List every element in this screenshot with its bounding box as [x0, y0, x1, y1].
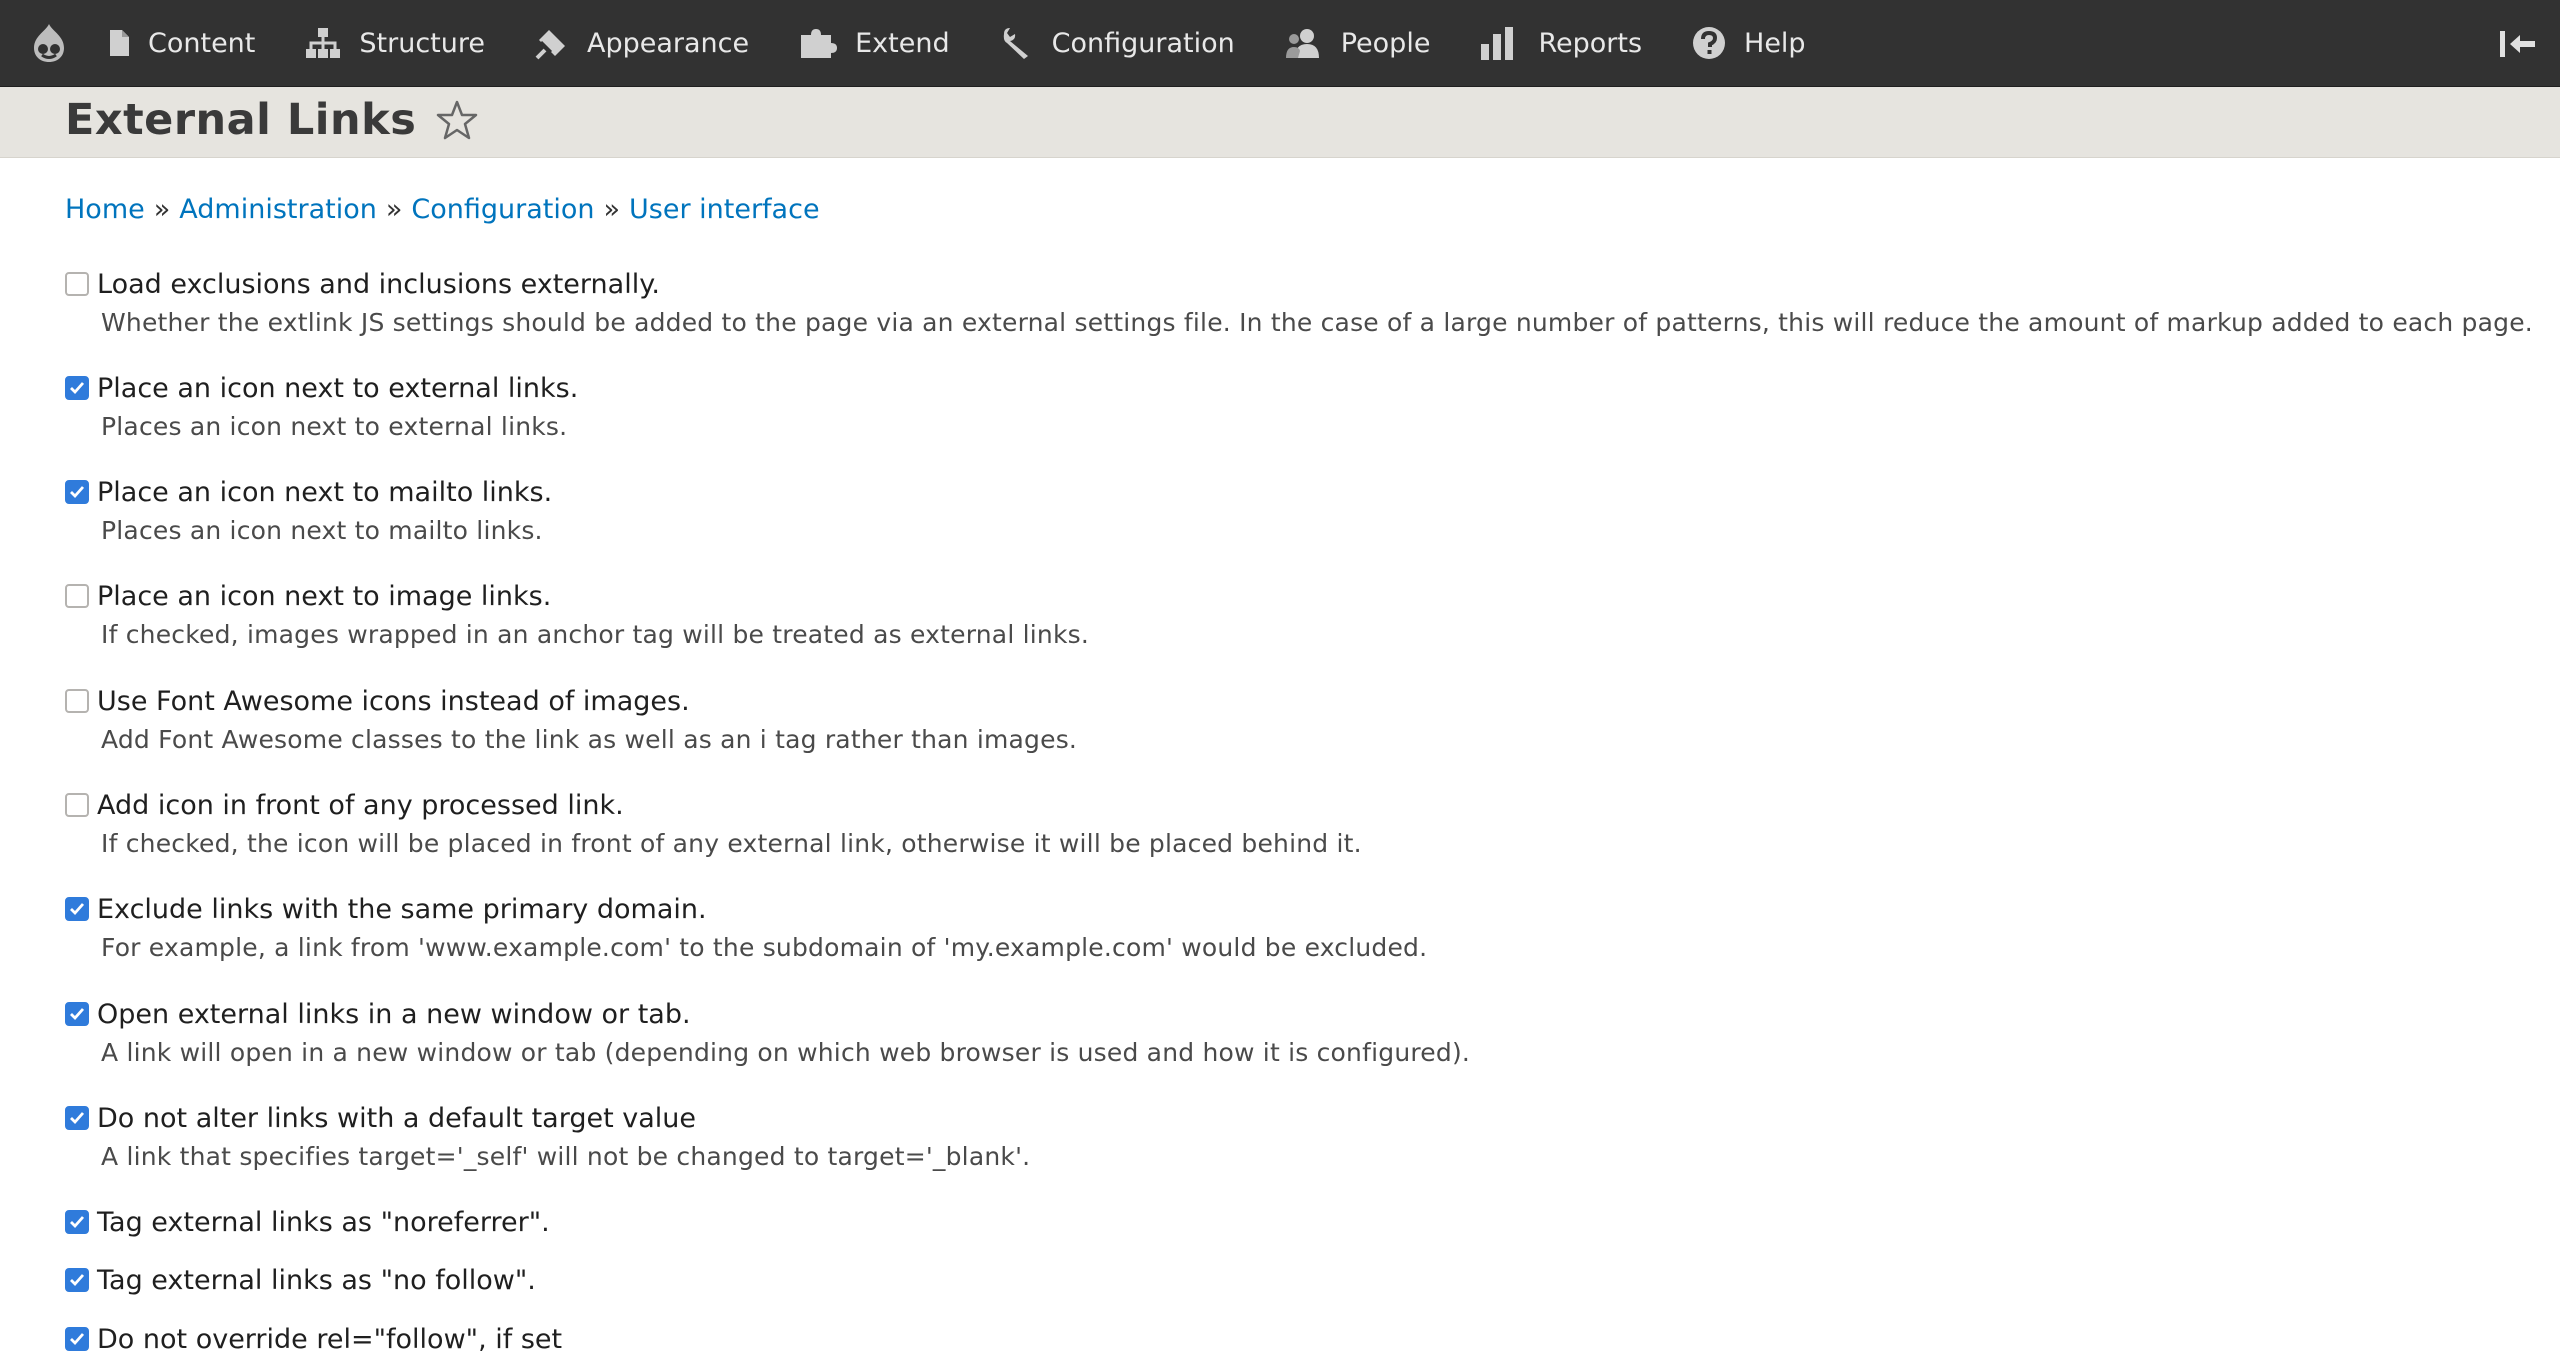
toolbar-help[interactable] — [1668, 0, 1832, 87]
checkbox-checked[interactable] — [65, 376, 89, 400]
toolbar-reports-label: Reports — [1538, 27, 1643, 59]
checkbox-checked[interactable] — [65, 1210, 89, 1234]
breadcrumb-separator: » — [153, 194, 171, 225]
checkbox-checked[interactable] — [65, 897, 89, 921]
sitemap-icon — [305, 27, 341, 59]
option-description: Places an icon next to external links. — [101, 412, 568, 441]
option-description: A link will open in a new window or tab (depending on which web browser is used and how it is configured). — [101, 1038, 1471, 1067]
page-header — [0, 87, 2560, 158]
settings-form — [65, 266, 2533, 1361]
toolbar-extend[interactable] — [775, 0, 976, 87]
option-label[interactable]: Load exclusions and inclusions externally. — [97, 268, 660, 300]
toolbar-content-label: Content — [148, 27, 256, 59]
breadcrumb-administration[interactable]: Administration — [179, 194, 377, 225]
breadcrumb-separator: » — [385, 194, 403, 225]
breadcrumb-home[interactable]: Home — [65, 194, 145, 225]
checkbox-unchecked[interactable] — [65, 584, 89, 608]
option-description: Places an icon next to mailto links. — [101, 516, 543, 545]
option-label[interactable]: Use Font Awesome icons instead of images. — [97, 685, 690, 717]
paint-brush-icon — [535, 26, 569, 60]
option-icon-in-front — [65, 787, 2495, 891]
option-override-follow — [65, 1321, 2495, 1361]
option-default-target — [65, 1100, 2495, 1204]
breadcrumb-user-interface[interactable]: User interface — [629, 194, 820, 225]
option-icon-external-links — [65, 370, 2495, 474]
breadcrumb-separator: » — [603, 194, 621, 225]
option-description: Whether the extlink JS settings should be added to the page via an external settings file. In the case of a large number of patterns, this will reduce the amount of markup added to each page. — [101, 308, 2533, 337]
option-label[interactable]: Do not override rel="follow", if set — [97, 1323, 563, 1355]
collapse-left-icon[interactable] — [2488, 0, 2548, 87]
option-load-externally — [65, 266, 2533, 370]
option-description: Add Font Awesome classes to the link as well as an i tag rather than images. — [101, 725, 1078, 754]
option-exclude-primary-domain — [65, 891, 2495, 996]
option-icon-mailto-links — [65, 474, 2495, 578]
checkbox-unchecked[interactable] — [65, 689, 89, 713]
toolbar-appearance[interactable] — [511, 0, 775, 87]
toolbar-appearance-label: Appearance — [587, 27, 750, 59]
breadcrumb-configuration[interactable]: Configuration — [411, 194, 595, 225]
person-icon — [1285, 27, 1323, 59]
page-title-wrap — [65, 93, 478, 147]
bar-chart-icon — [1480, 26, 1520, 60]
option-label[interactable]: Place an icon next to image links. — [97, 580, 552, 612]
star-outline-icon[interactable] — [436, 100, 478, 140]
toolbar-people[interactable] — [1261, 0, 1457, 87]
option-label[interactable]: Tag external links as "noreferrer". — [97, 1206, 550, 1238]
question-circle-icon — [1692, 26, 1726, 60]
option-label[interactable]: Do not alter links with a default target value — [97, 1102, 697, 1134]
page-title: External Links — [65, 95, 417, 145]
toolbar-structure[interactable] — [281, 0, 511, 87]
option-description: If checked, the icon will be placed in front of any external link, otherwise it will be placed behind it. — [101, 829, 1362, 858]
checkbox-checked[interactable] — [65, 1327, 89, 1351]
toolbar-extend-label: Extend — [855, 27, 950, 59]
toolbar-configuration-label: Configuration — [1051, 27, 1235, 59]
option-icon-image-links — [65, 578, 2495, 683]
checkbox-unchecked[interactable] — [65, 793, 89, 817]
toolbar-reports[interactable] — [1456, 0, 1668, 87]
checkbox-checked[interactable] — [65, 1106, 89, 1130]
toolbar-help-label: Help — [1744, 27, 1806, 59]
option-description: If checked, images wrapped in an anchor tag will be treated as external links. — [101, 620, 1089, 649]
drupal-drop-icon[interactable] — [14, 0, 84, 87]
option-nofollow — [65, 1262, 2495, 1321]
option-label[interactable]: Add icon in front of any processed link. — [97, 789, 624, 821]
toolbar-content[interactable] — [84, 0, 281, 87]
checkbox-checked[interactable] — [65, 1268, 89, 1292]
option-description: For example, a link from 'www.example.com' to the subdomain of 'my.example.com' would be excluded. — [101, 933, 1428, 962]
file-icon — [108, 29, 130, 57]
checkbox-unchecked[interactable] — [65, 272, 89, 296]
checkbox-checked[interactable] — [65, 480, 89, 504]
option-description: A link that specifies target='_self' will not be changed to target='_blank'. — [101, 1142, 1031, 1171]
option-font-awesome — [65, 683, 2495, 787]
option-new-window — [65, 996, 2495, 1100]
toolbar-structure-label: Structure — [359, 27, 485, 59]
option-label[interactable]: Exclude links with the same primary domain. — [97, 893, 707, 925]
option-label[interactable]: Place an icon next to external links. — [97, 372, 579, 404]
puzzle-icon — [799, 27, 837, 59]
toolbar-people-label: People — [1340, 27, 1431, 59]
wrench-icon — [1000, 26, 1034, 60]
admin-toolbar — [0, 0, 2560, 87]
breadcrumb — [65, 194, 820, 225]
option-label[interactable]: Tag external links as "no follow". — [97, 1264, 536, 1296]
checkbox-checked[interactable] — [65, 1002, 89, 1026]
toolbar-configuration[interactable] — [976, 0, 1261, 87]
option-label[interactable]: Open external links in a new window or tab. — [97, 998, 691, 1030]
option-noreferrer — [65, 1204, 2495, 1262]
option-label[interactable]: Place an icon next to mailto links. — [97, 476, 553, 508]
